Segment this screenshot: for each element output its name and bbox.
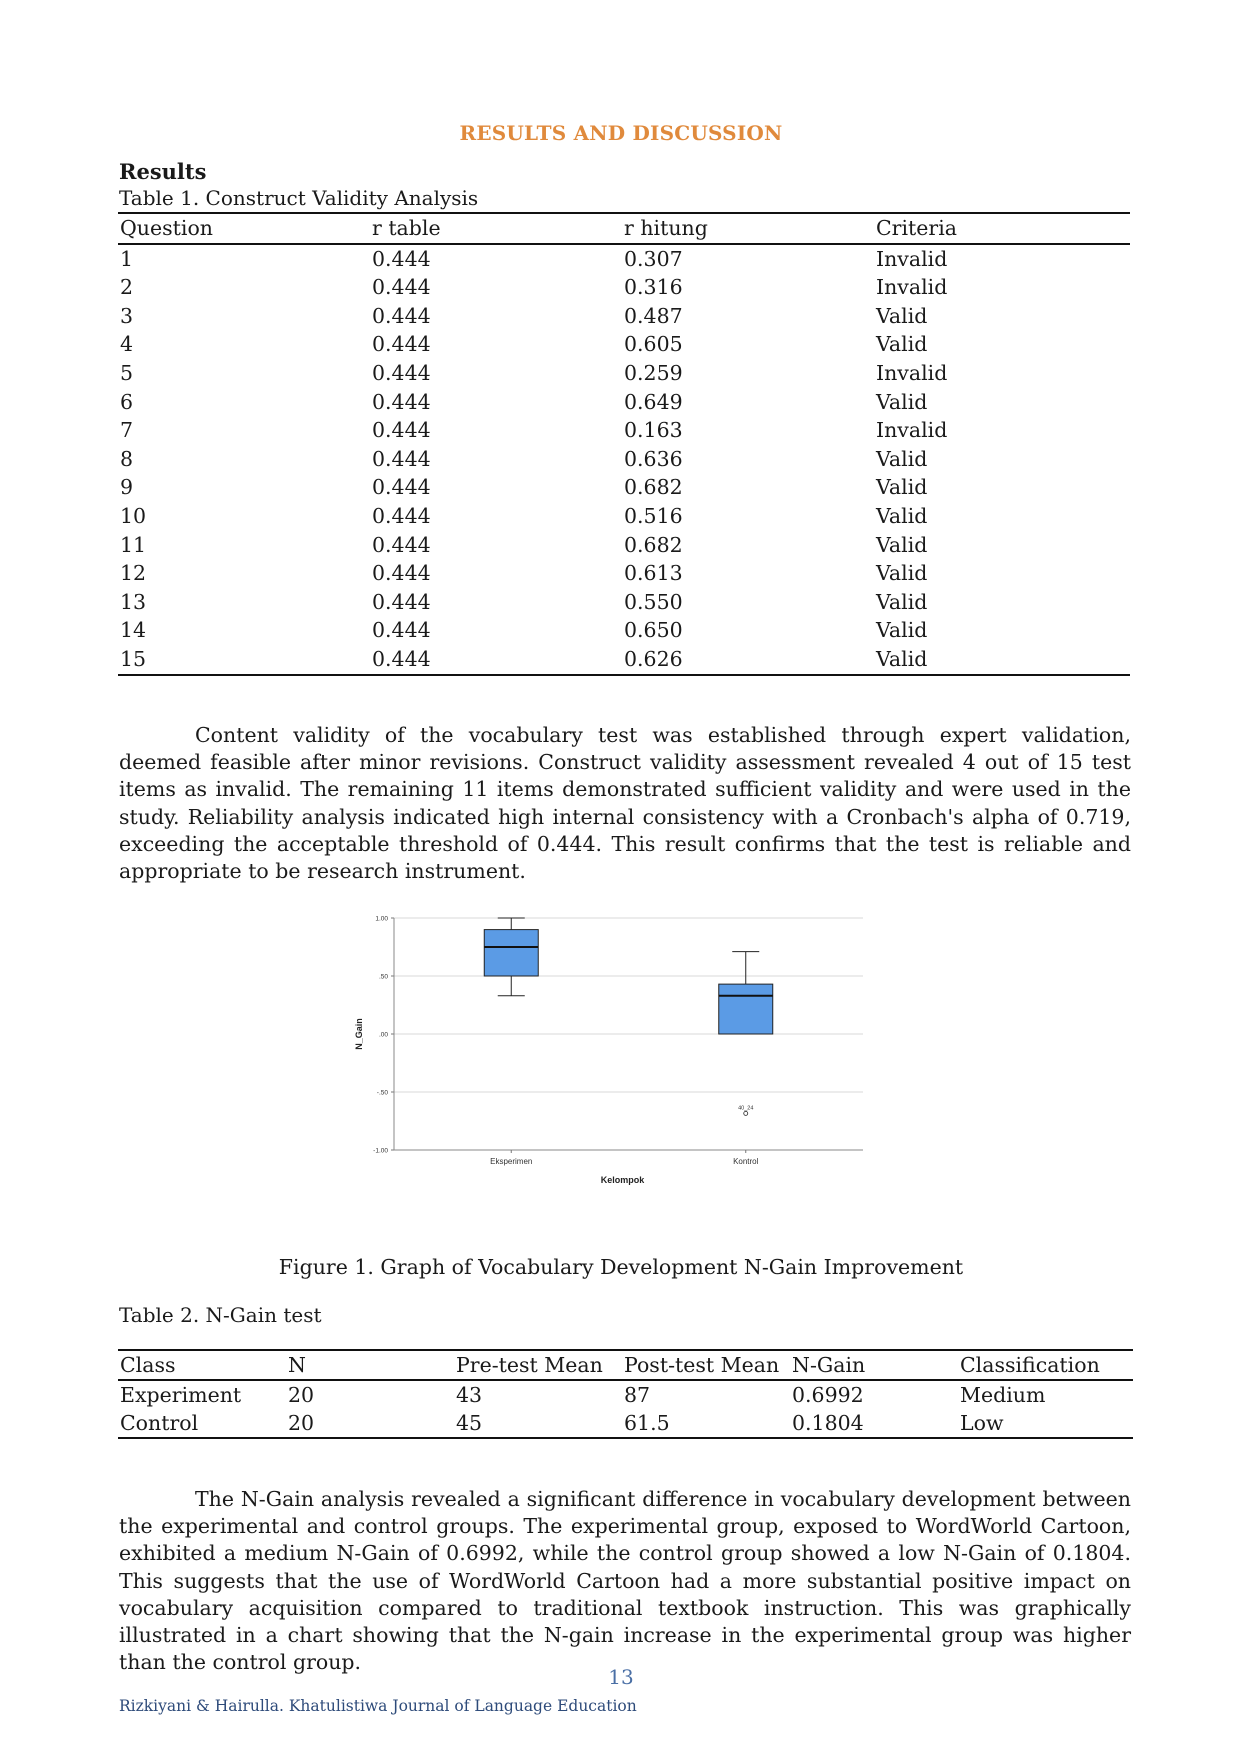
table-cell: 0.444 [372,303,431,328]
footer-citation: Rizkiyani & Hairulla. Khatulistiwa Journal of Language Education [119,1697,637,1715]
table-cell: 9 [120,475,134,500]
ngain-boxplot [350,910,870,1230]
table1-caption: Table 1. Construct Validity Analysis [119,186,479,210]
table-cell: 14 [120,618,147,643]
table-row [118,388,1130,417]
table-cell: 0.316 [624,275,683,300]
table-row [118,445,1130,474]
table-header-row [118,213,1130,244]
table-cell: Valid [876,589,928,614]
table-cell: 0.163 [624,418,683,443]
table-cell: 0.550 [624,589,683,614]
table-cell: 10 [120,503,147,528]
table-cell: 0.682 [624,532,683,557]
table-cell: 15 [120,646,147,671]
table-cell: 0.444 [372,475,431,500]
table-row [118,244,1130,274]
table-cell: 45 [456,1411,483,1435]
table-cell: Valid [876,503,928,528]
figure-caption: Figure 1. Graph of Vocabulary Development N-Gain Improvement [278,1255,964,1279]
table-cell: 61.5 [624,1411,670,1435]
table-cell: 0.444 [372,503,431,528]
table-cell: Invalid [876,275,948,300]
table-row [118,1409,1133,1438]
table-cell: 8 [120,446,134,471]
table-row [118,330,1130,359]
column-header: Post-test Mean [624,1353,780,1377]
table-cell: 6 [120,389,134,414]
ngain-paragraph: The N-Gain analysis revealed a significant difference in vocabulary development between the experimental and control groups. The experimental group, exposed to WordWorld Cartoon, exhibited a medium N-Gain of 0.6992, while the control group showed a low N-Gain of 0.1804. This suggests that the use of WordWorld Cartoon had a more substantial positive impact on vocabulary acquisition compared to traditional textbook instruction. This was graphically illustrated in a chart showing that the N-gain increase in the experimental group was higher than the control group. [119,1487,1131,1675]
table-cell: 0.650 [624,618,683,643]
table-cell: 0.682 [624,475,683,500]
results-subheading: Results [119,159,207,184]
table-row [118,502,1130,531]
table-cell: 1 [120,246,134,271]
x-axis-label: Kelompok [600,1175,645,1185]
validity-paragraph: Content validity of the vocabulary test was established through expert validation, deemed feasible after minor revisions. Construct validity assessment revealed 4 out of 15 test items as invalid. The remaining 11 items demonstrated sufficient validity and were used in the study. Reliability analysis indicated high internal consistency with a Cronbach's alpha of 0.719, exceeding the acceptable threshold of 0.444. This result confirms that the test is reliable and appropriate to be research instrument. [119,723,1131,884]
column-header: N-Gain [792,1353,866,1377]
column-header: r hitung [624,216,708,240]
table-cell: 7 [120,418,134,443]
table-cell: Invalid [876,418,948,443]
column-header: Question [120,216,214,240]
y-tick-label: .00 [378,1031,388,1039]
table-cell: 0.444 [372,532,431,557]
table2-caption: Table 2. N-Gain test [119,1303,322,1327]
section-heading: RESULTS AND DISCUSSION [459,121,783,145]
table-cell: 3 [120,303,134,328]
table-cell: 0.6992 [792,1383,864,1407]
table-cell: 0.444 [372,446,431,471]
y-tick-label: 1.00 [375,915,388,923]
table-row [118,302,1130,331]
table-cell: 0.1804 [792,1411,864,1435]
column-header: Pre-test Mean [456,1353,603,1377]
table-cell: 0.613 [624,561,683,586]
table-cell: Valid [876,303,928,328]
table-cell: Valid [876,389,928,414]
table-cell: 20 [288,1383,315,1407]
x-tick-label: Eksperimen [490,1157,533,1166]
table-row [118,588,1130,617]
construct-validity-table [118,212,1130,676]
table-cell: 0.487 [624,303,683,328]
column-header: r table [372,216,441,240]
table-cell: 0.444 [372,646,431,671]
table-cell: 11 [120,532,147,557]
table-row [118,416,1130,445]
table-row [118,1380,1133,1409]
x-tick-label: Kontrol [733,1157,759,1166]
table-cell: 0.444 [372,360,431,385]
table-header-row [118,1350,1133,1380]
column-header: N [288,1353,306,1377]
y-tick-label: -1.00 [373,1147,388,1155]
table-cell: Control [120,1411,199,1435]
table-cell: Invalid [876,360,948,385]
table-cell: 0.444 [372,246,431,271]
table-row [118,559,1130,588]
table-cell: 4 [120,332,134,357]
table-cell: 87 [624,1383,651,1407]
table-cell: Experiment [120,1383,242,1407]
table-row [118,616,1130,645]
table-cell: Valid [876,646,928,671]
table-cell: Valid [876,446,928,471]
table-cell: 2 [120,275,134,300]
ngain-table [118,1349,1133,1439]
table-cell: 0.444 [372,618,431,643]
table-cell: 12 [120,561,147,586]
table-cell: 0.444 [372,418,431,443]
box-kontrol [719,984,773,1034]
column-header: Class [120,1353,176,1377]
table-cell: 13 [120,589,147,614]
table-cell: 0.516 [624,503,683,528]
table-cell: 43 [456,1383,483,1407]
table-cell: 20 [288,1411,315,1435]
table-cell: 0.636 [624,446,683,471]
table-cell: 0.626 [624,646,683,671]
table-cell: 0.444 [372,589,431,614]
table-cell: 0.605 [624,332,683,357]
table-row [118,531,1130,560]
table-cell: 0.259 [624,360,683,385]
table-cell: 0.444 [372,275,431,300]
y-tick-label: -.50 [376,1089,388,1097]
table-cell: Valid [876,561,928,586]
outlier-label: 40_24 [738,1105,754,1112]
table-cell: 5 [120,360,134,385]
column-header: Classification [960,1353,1100,1377]
table-cell: Valid [876,532,928,557]
table-cell: 0.649 [624,389,683,414]
y-tick-label: .50 [378,973,388,981]
table-cell: Medium [960,1383,1046,1407]
y-axis-label: N_Gain [354,1018,364,1050]
column-header: Criteria [876,216,957,240]
table-cell: 0.444 [372,561,431,586]
table-row [118,645,1130,675]
table-cell: 0.307 [624,246,683,271]
table-row [118,359,1130,388]
table-cell: 0.444 [372,332,431,357]
table-cell: 0.444 [372,389,431,414]
table-cell: Valid [876,475,928,500]
page-number: 13 [608,1665,634,1689]
table-row [118,273,1130,302]
box-eksperimen [484,930,538,976]
table-cell: Valid [876,332,928,357]
table-cell: Valid [876,618,928,643]
table-cell: Low [960,1411,1004,1435]
table-cell: Invalid [876,246,948,271]
table-row [118,473,1130,502]
